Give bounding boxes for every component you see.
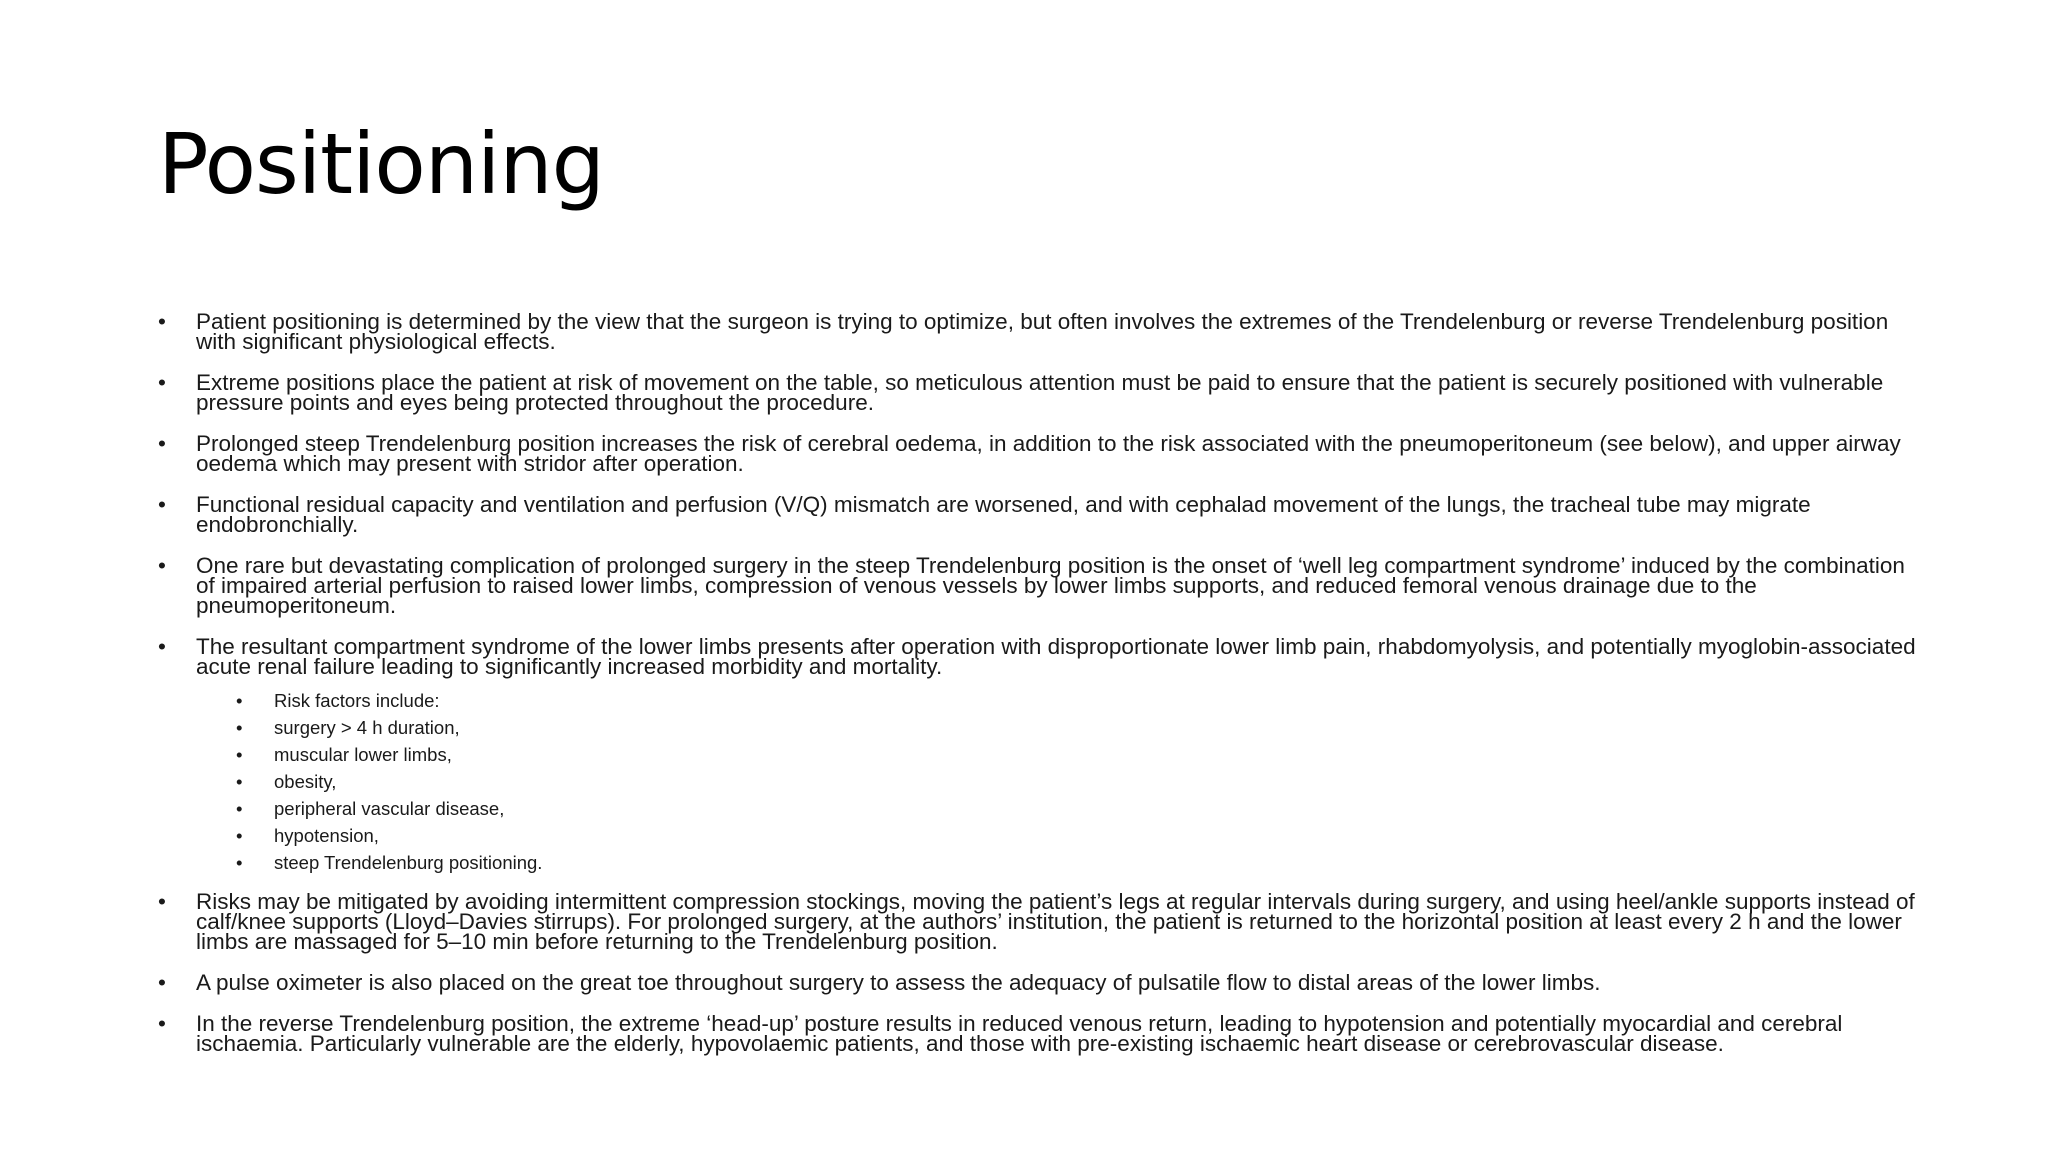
bullet-item: • In the reverse Trendelenburg position, the extreme ‘head-up’ posture results in reduced venous return, leading to hypotension and potentially myocardial and cerebral ischaemia. Particularly vulnerable are the elderly, hypovolaemic patients, and those with pre-existing ischaemic heart disease or cerebrovascular disease. bbox=[158, 1014, 1918, 1054]
bullet-item: • Patient positioning is determined by the view that the surgeon is trying to optimize, but often involves the extremes of the Trendelenburg or reverse Trendelenburg position with significant physiological effects. bbox=[158, 312, 1918, 352]
risk-factor-item: • hypotension, bbox=[196, 822, 1918, 849]
risk-factor-item: • muscular lower limbs, bbox=[196, 741, 1918, 768]
slide-title: Positioning bbox=[158, 115, 604, 213]
risk-factor-item: • surgery > 4 h duration, bbox=[196, 714, 1918, 741]
bullet-item: • Functional residual capacity and ventilation and perfusion (V/Q) mismatch are worsened, and with cephalad movement of the lungs, the tracheal tube may migrate endobronchially. bbox=[158, 495, 1918, 535]
bullet-item-with-subitems bbox=[158, 634, 1918, 876]
bullet-item: • Prolonged steep Trendelenburg position increases the risk of cerebral oedema, in addition to the risk associated with the pneumoperitoneum (see below), and upper airway oedema which may present with stridor after operation. bbox=[158, 434, 1918, 474]
bullet-item: • A pulse oximeter is also placed on the great toe throughout surgery to assess the adequacy of pulsatile flow to distal areas of the lower limbs. bbox=[158, 973, 1918, 993]
risk-factor-item: • peripheral vascular disease, bbox=[196, 795, 1918, 822]
bullet-item: • Risks may be mitigated by avoiding intermittent compression stockings, moving the patient’s legs at regular intervals during surgery, and using heel/ankle supports instead of calf/knee supports (Lloyd–Davies stirrups). For prolonged surgery, at the authors’ institution, the patient is returned to the horizontal position at least every 2 h and the lower limbs are massaged for 5–10 min before returning to the Trendelenburg position. bbox=[158, 892, 1918, 952]
bullet-item-text: The resultant compartment syndrome of the lower limbs presents after operation with disproportionate lower limb pain, rhabdomyolysis, and potentially myoglobin-associated acute renal failure leading to significantly increased morbidity and mortality. bbox=[196, 634, 1916, 679]
risk-factor-item: • obesity, bbox=[196, 768, 1918, 795]
bullet-list bbox=[158, 309, 1918, 1075]
risk-factor-item: • steep Trendelenburg positioning. bbox=[196, 849, 1918, 876]
bullet-item: • One rare but devastating complication of prolonged surgery in the steep Trendelenburg position is the onset of ‘well leg compartment syndrome’ induced by the combination of impaired arterial perfusion to raised lower limbs, compression of venous vessels by lower limbs supports, and reduced femoral venous drainage due to the pneumoperitoneum. bbox=[158, 556, 1918, 616]
risk-factor-item: • Risk factors include: bbox=[196, 687, 1918, 714]
risk-factor-list bbox=[196, 687, 1918, 876]
bullet-item: • Extreme positions place the patient at risk of movement on the table, so meticulous attention must be paid to ensure that the patient is securely positioned with vulnerable pressure points and eyes being protected throughout the procedure. bbox=[158, 373, 1918, 413]
